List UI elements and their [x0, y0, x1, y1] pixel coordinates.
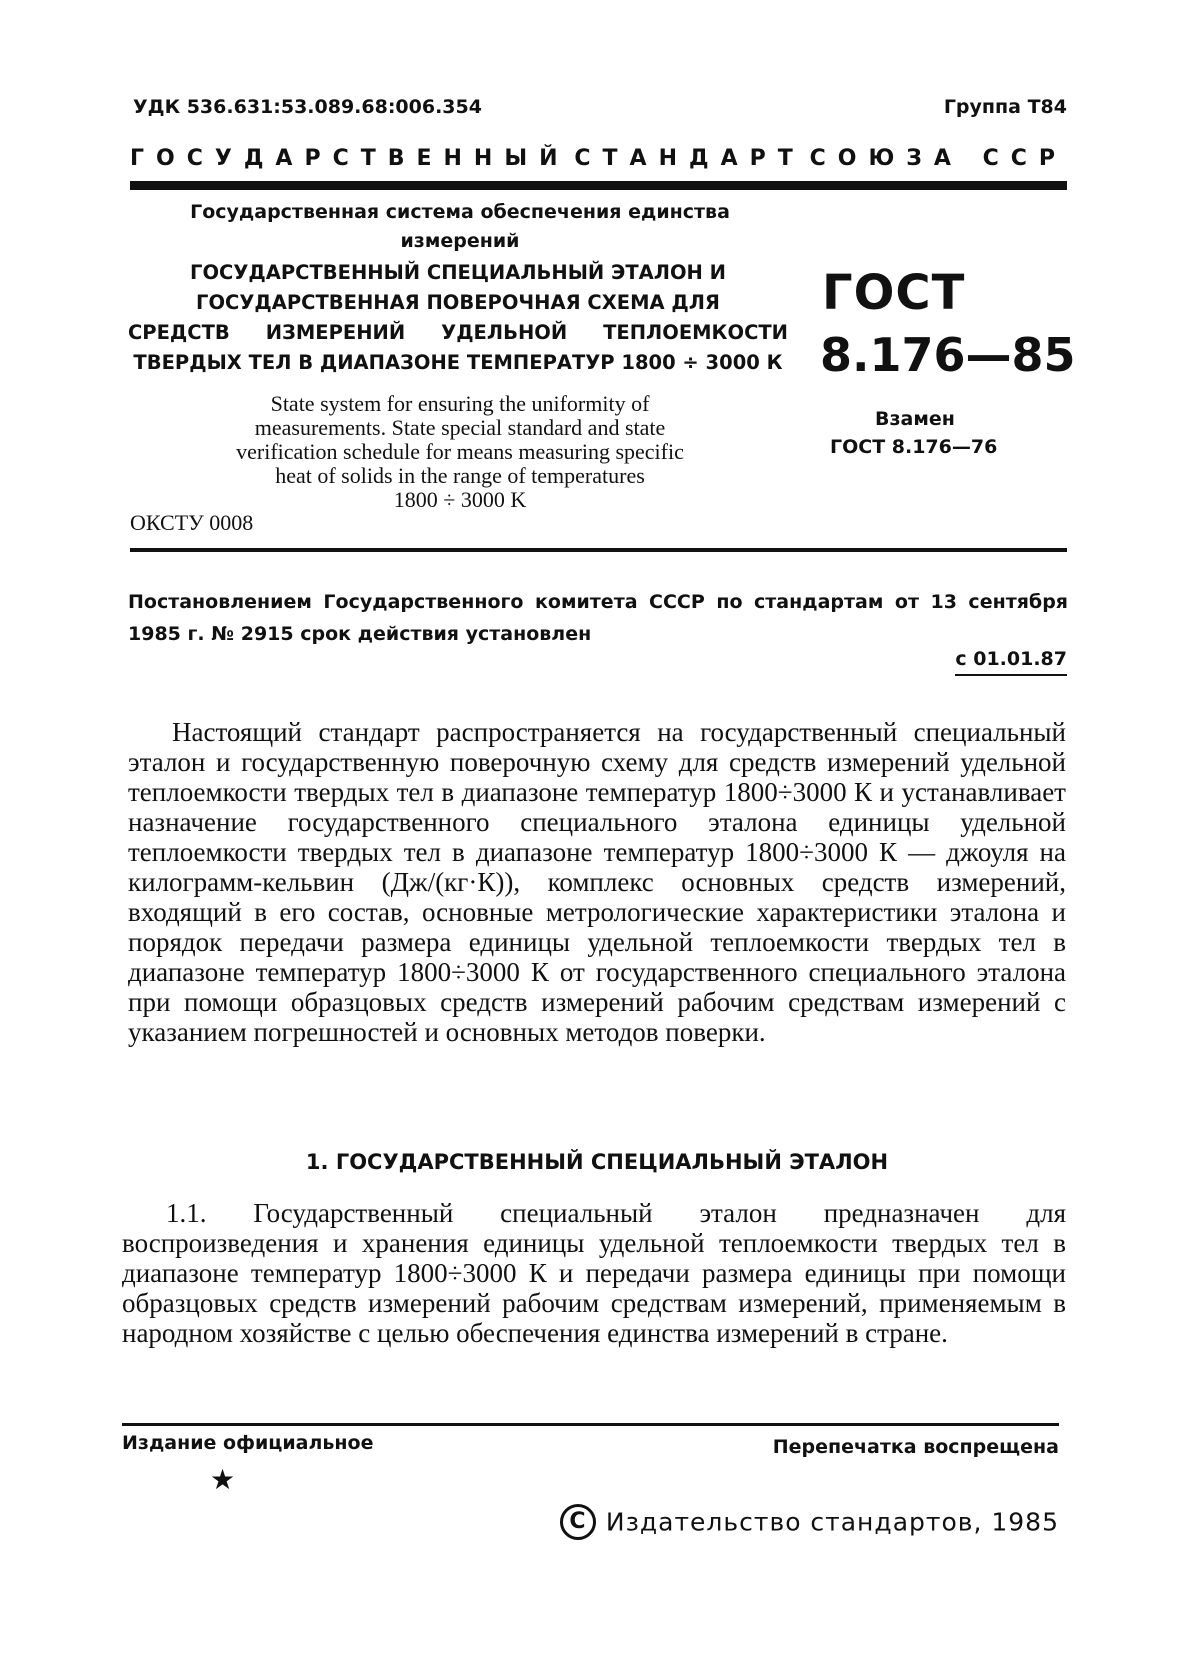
english-title — [160, 392, 760, 512]
banner-word-1: ГОСУДАРСТВЕННЫЙ — [130, 146, 570, 171]
english-title-line: State system for ensuring the uniformity of — [270, 391, 650, 416]
effective-date: с 01.01.87 — [955, 648, 1067, 676]
title-line-2: ГОСУДАРСТВЕННАЯ ПОВЕРОЧНАЯ СХЕМА ДЛЯ — [196, 291, 720, 314]
official-edition-label: Издание официальное — [122, 1432, 374, 1454]
group-code: Группа Т84 — [943, 96, 1067, 118]
english-title-line: measurements. State special standard and state — [254, 415, 666, 440]
banner-word-3: СОЮЗА ССР — [809, 146, 1067, 171]
state-standard-banner — [130, 146, 1067, 171]
english-title-line: heat of solids in the range of temperatures — [275, 463, 645, 488]
standard-title — [128, 258, 788, 378]
star-icon: ★ — [210, 1463, 236, 1496]
decree-text: Постановлением Государственного комитета СССР по стандартам от 13 сентября 1985 г. № 2915 срок действия установлен — [128, 591, 1068, 645]
english-title-line: 1800 ÷ 3000 K — [393, 487, 527, 512]
title-line-1: ГОСУДАРСТВЕННЫЙ СПЕЦИАЛЬНЫЙ ЭТАЛОН И — [190, 261, 726, 284]
title-line-3-word: ИЗМЕРЕНИЙ — [265, 321, 406, 344]
title-line-3-word: СРЕДСТВ — [128, 321, 230, 344]
footer-rule — [122, 1423, 1059, 1426]
copyright-icon: C — [560, 1504, 596, 1540]
replaces-label: Взамен — [875, 408, 955, 430]
gost-label: ГОСТ — [822, 265, 966, 321]
header-rule — [130, 181, 1067, 190]
title-line-4: ТВЕРДЫХ ТЕЛ В ДИАПАЗОНЕ ТЕМПЕРАТУР 1800 ÷ 3000 К — [133, 351, 783, 374]
paragraph-1-1: 1.1. Государственный специальный эталон предназначен для воспроизведения и хранения единицы удельной теплоемкости твердых тел в диапазоне температур 1800÷3000 К и передачи размера единицы при помощи образцовых средств измерений рабочим средствам измерений, применяемым в народном хозяйстве с целью обеспечения единства измерений в стране. — [122, 1198, 1066, 1348]
oksty-code: ОКСТУ 0008 — [130, 510, 254, 535]
replaces-number: ГОСТ 8.176—76 — [830, 436, 998, 458]
title-line-3-word: ТЕПЛОЕМКОСТИ — [603, 321, 788, 344]
udk-code: УДК 536.631:53.089.68:006.354 — [133, 96, 482, 118]
publisher-copyright — [560, 1504, 1059, 1540]
banner-word-2: СТАНДАРТ — [574, 146, 805, 171]
system-name-line-1: Государственная система обеспечения единства — [190, 201, 730, 223]
reprint-prohibited-label: Перепечатка воспрещена — [772, 1436, 1059, 1458]
title-line-3 — [128, 318, 788, 348]
section-1-heading: 1. ГОСУДАРСТВЕННЫЙ СПЕЦИАЛЬНЫЙ ЭТАЛОН — [305, 1150, 889, 1174]
title-line-3-word: УДЕЛЬНОЙ — [441, 321, 568, 344]
title-block-rule — [130, 548, 1067, 552]
gost-number: 8.176—85 — [820, 328, 1076, 382]
system-name — [130, 198, 790, 256]
intro-paragraph: Настоящий стандарт распространяется на государственный специальный эталон и государственную поверочную схему для средств измерений удельной теплоемкости твердых тел в диапазоне температур 1800÷3000 К и устанавливает назначение государственного специального эталона единицы удельной теплоемкости твердых тел в диапазоне температур 1800÷3000 К — джоуля на килограмм-кельвин (Дж/(кг·К)), комплекс основных средств измерений, входящий в его состав, основные метрологические характеристики эталона и порядок передачи размера единицы удельной теплоемкости твердых тел в диапазоне температур 1800÷3000 К от государственного специального эталона при помощи образцовых средств измерений рабочим средствам измерений с указанием погрешностей и основных методов поверки. — [128, 717, 1066, 1047]
english-title-line: verification schedule for means measuring specific — [236, 439, 684, 464]
publisher-name: Издательство стандартов, 1985 — [605, 1507, 1059, 1537]
system-name-line-2: измерений — [400, 230, 520, 252]
